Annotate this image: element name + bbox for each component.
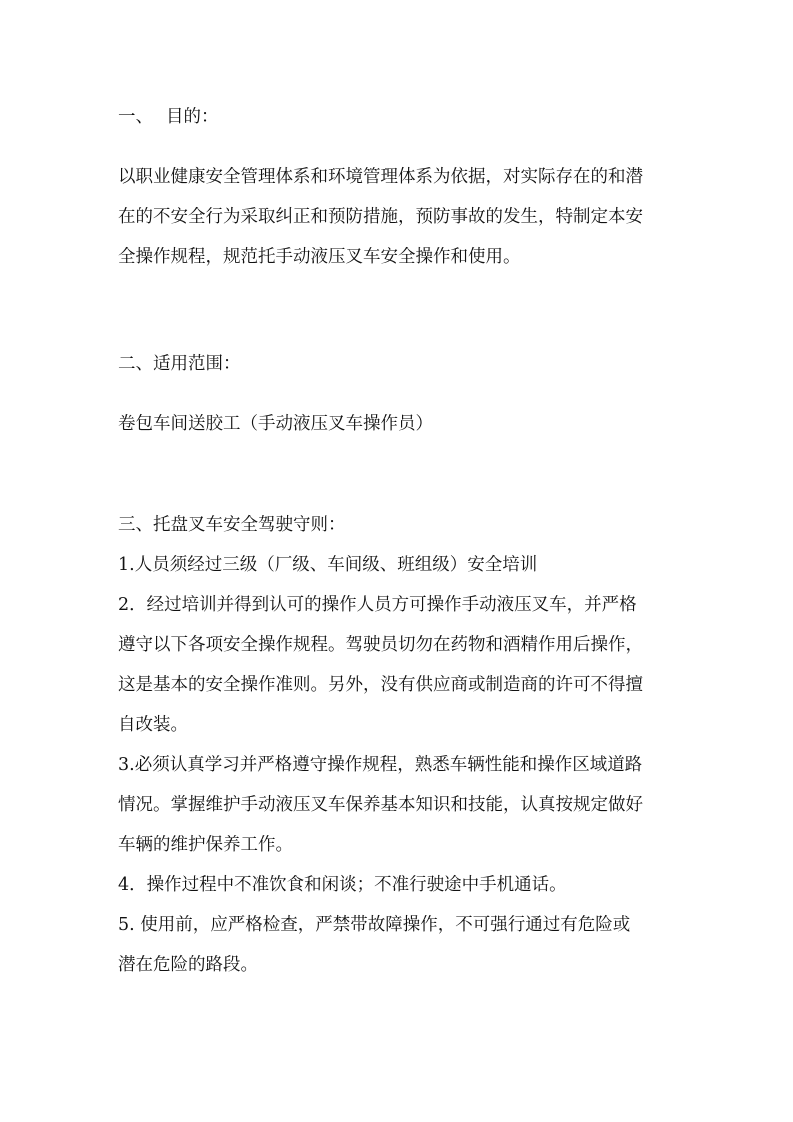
section-3-line-9: 4．操作过程中不准饮食和闲谈；不准行驶途中手机通话。: [118, 875, 567, 895]
section-2-heading: 二、适用范围：: [118, 354, 241, 374]
section-3-line-4: 这是基本的安全操作准则。另外，没有供应商或制造商的许可不得擅: [118, 675, 643, 695]
section-3-line-2: 2．经过培训并得到认可的操作人员方可操作手动液压叉车，并严格: [118, 595, 637, 615]
section-3-line-10: 5. 使用前，应严格检查，严禁带故障操作，不可强行通过有危险或: [118, 915, 631, 935]
section-1-line-1: 以职业健康安全管理体系和环境管理体系为依据，对实际存在的和潜: [118, 167, 643, 187]
section-3-line-5: 自改装。: [118, 715, 188, 735]
section-1-line-2: 在的不安全行为采取纠正和预防措施，预防事故的发生，特制定本安: [118, 207, 643, 227]
section-1-title: 目的：: [166, 107, 219, 127]
section-2-line-1: 卷包车间送胶工（手动液压叉车操作员）: [118, 414, 433, 434]
section-3-line-8: 车辆的维护保养工作。: [118, 835, 293, 855]
section-3-line-11: 潜在危险的路段。: [118, 955, 258, 975]
section-3-line-6: 3.必须认真学习并严格遵守操作规程，熟悉车辆性能和操作区域道路: [118, 755, 643, 775]
section-1-number: 一、: [118, 107, 153, 127]
section-3-line-7: 情况。掌握维护手动液压叉车保养基本知识和技能，认真按规定做好: [118, 795, 643, 815]
section-3-line-3: 遵守以下各项安全操作规程。驾驶员切勿在药物和酒精作用后操作，: [118, 635, 643, 655]
section-3-line-1: 1.人员须经过三级（厂级、车间级、班组级）安全培训: [118, 555, 538, 575]
section-1-line-3: 全操作规程，规范托手动液压叉车安全操作和使用。: [118, 247, 521, 267]
section-1-heading: [118, 106, 683, 128]
section-3-heading: 三、托盘叉车安全驾驶守则：: [118, 515, 346, 535]
